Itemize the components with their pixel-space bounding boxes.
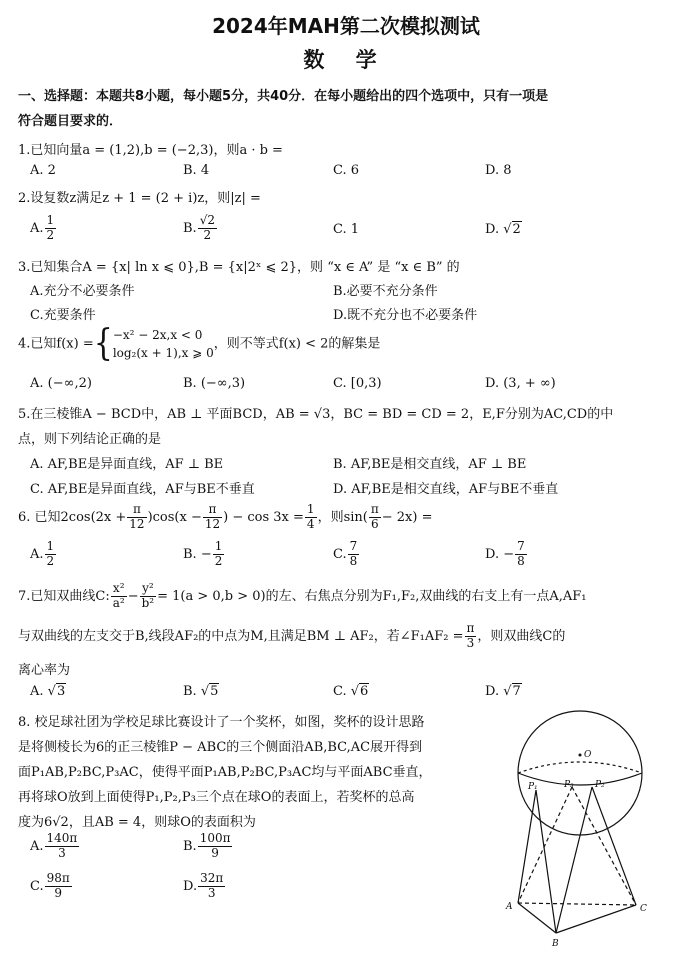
- q4-option-b: B. (−∞,3): [183, 376, 246, 391]
- edge-p3c: [572, 787, 636, 905]
- edge-ac: [518, 903, 636, 905]
- q8-d-fraction: [198, 872, 225, 901]
- q6-c-num: 7: [349, 539, 358, 553]
- q5-stem-2: 点，则下列结论正确的是: [18, 432, 162, 447]
- q6-f1-den: 12: [129, 516, 145, 531]
- q2-option-c: C. 1: [333, 222, 360, 237]
- q6-c-label: C.: [333, 546, 347, 562]
- q8-stem-2: 是将侧棱长为6的正三棱锥P − ABC的三个侧面沿AB,BC,AC展开得到: [18, 740, 423, 755]
- q6-option-d: [485, 540, 528, 569]
- q3-option-b: B.必要不充分条件: [333, 284, 438, 299]
- q2-d-radicand: 2: [512, 222, 521, 237]
- q6-frac-3: [305, 503, 317, 532]
- q2-a-fraction: [45, 214, 57, 243]
- q6-option-c: [333, 540, 360, 569]
- q6-c-den: 8: [349, 553, 358, 568]
- trophy-figure: [500, 705, 660, 950]
- q4-cases: [113, 326, 214, 362]
- q7-option-b: [183, 684, 219, 699]
- q6-part-3: ) − cos 3x =: [223, 509, 304, 525]
- q3-option-d: D.既不充分也不必要条件: [333, 308, 478, 323]
- q6-a-den: 2: [46, 553, 55, 568]
- q6-part-4: ，则sin(: [317, 509, 368, 525]
- q7-c-radicand: 6: [360, 684, 369, 699]
- sphere-equator-back: [518, 762, 642, 773]
- center-point: [579, 754, 582, 757]
- q4-case-1: −x² − 2x,x < 0: [112, 328, 203, 342]
- q6-c-fraction: [348, 540, 360, 569]
- q4-case-2: log₂(x + 1),x ⩾ 0: [112, 346, 214, 360]
- q8-c-den: 9: [54, 885, 63, 900]
- label-o: O: [584, 750, 592, 760]
- q8-stem-5: 度为6√2，且AB = 4，则球O的表面积为: [18, 815, 256, 830]
- q6-frac-4: [369, 503, 381, 532]
- q8-option-a: [30, 832, 80, 861]
- q4-option-d: D. (3, + ∞): [485, 376, 556, 391]
- q2-d-label: D. √: [485, 222, 512, 237]
- q1-option-c: C. 6: [333, 163, 360, 178]
- label-a: A: [506, 902, 513, 912]
- edge-p2c: [592, 787, 636, 905]
- q6-option-a: [30, 540, 57, 569]
- q8-b-label: B.: [183, 838, 197, 854]
- q7-f3-den: 3: [466, 635, 475, 650]
- q6-stem: [18, 503, 432, 532]
- q6-d-num: 7: [517, 539, 525, 553]
- q4-option-a: A. (−∞,2): [30, 376, 92, 391]
- q8-a-fraction: [45, 832, 80, 861]
- exam-subject: 数 学: [303, 48, 389, 72]
- q7-f2-num: y²: [140, 582, 157, 597]
- q7-d-label: D. √: [485, 684, 512, 699]
- q8-a-label: A.: [30, 838, 44, 854]
- q7-stem-3: 离心率为: [18, 663, 71, 678]
- q7-part-2: −: [127, 588, 139, 604]
- q6-d-label: D. −: [485, 546, 515, 562]
- q2-stem: 2.设复数z满足z + 1 = (2 + i)z，则|z| =: [18, 191, 261, 206]
- q8-c-fraction: [45, 872, 72, 901]
- q4-stem-pre: 4.已知f(x) =: [18, 336, 94, 352]
- q2-b-fraction: [198, 214, 217, 243]
- q8-d-label: D.: [183, 878, 198, 894]
- q7-line2-b: ，则双曲线C的: [477, 628, 566, 644]
- q6-part-1: 6. 已知2cos(2x +: [18, 509, 127, 525]
- q6-part-2: )cos(x −: [147, 509, 202, 525]
- q7-b-radicand: 5: [210, 684, 219, 699]
- q2-b-den: 2: [203, 227, 212, 242]
- q8-b-den: 9: [211, 845, 219, 860]
- q6-f3-num: 1: [306, 502, 315, 516]
- q2-b-label: B.: [183, 220, 197, 236]
- q1-option-b: B. 4: [183, 163, 210, 178]
- q7-frac-y: [140, 582, 157, 611]
- q6-f2-num: π: [203, 503, 222, 518]
- q8-option-b: [183, 832, 233, 861]
- q7-f2-den: b²: [141, 595, 155, 610]
- q4-stem: [18, 322, 381, 365]
- q6-option-b: [183, 540, 225, 569]
- q6-a-label: A.: [30, 546, 44, 562]
- edge-p1a: [518, 790, 536, 903]
- q4-option-c: C. [0,3): [333, 376, 382, 391]
- q7-stem-2: [18, 622, 565, 651]
- label-c: C: [640, 904, 647, 914]
- q7-line2-a: 与双曲线的左支交于B,线段AF₂的中点为M,且满足BM ⊥ AF₂，若∠F₁AF₂ =: [18, 628, 464, 644]
- q7-frac-x: [111, 582, 127, 611]
- q4-brace: {: [93, 322, 113, 365]
- q6-d-fraction: [515, 540, 527, 569]
- label-p1: P₁: [528, 782, 538, 792]
- edge-ab: [518, 903, 556, 933]
- q6-b-den: 2: [214, 553, 223, 568]
- q8-option-c: [30, 872, 73, 901]
- q2-a-label: A.: [30, 220, 44, 236]
- q6-f4-num: π: [370, 502, 379, 516]
- q1-stem: 1.已知向量a = (1,2),b = (−2,3)，则a · b =: [18, 143, 283, 158]
- q6-d-den: 8: [517, 553, 525, 568]
- q5-stem-1: 5.在三棱锥A − BCD中，AB ⊥ 平面BCD，AB = √3，BC = BD = CD = 2，E,F分别为AC,CD的中: [18, 407, 614, 422]
- q6-a-num: 1: [46, 539, 55, 553]
- q2-option-b: [183, 214, 218, 243]
- q3-stem: 3.已知集合A = {x| ln x ⩽ 0},B = {x|2ˣ ⩽ 2}，则 “x ∈ A” 是 “x ∈ B” 的: [18, 260, 460, 275]
- q7-option-c: [333, 684, 369, 699]
- q2-a-num: 1: [46, 213, 55, 227]
- q8-b-fraction: [198, 832, 233, 861]
- q8-option-d: [183, 872, 226, 901]
- q6-f2-den: 12: [204, 516, 221, 531]
- q3-option-c: C.充要条件: [30, 308, 96, 323]
- q8-stem-1: 8. 校足球社团为学校足球比赛设计了一个奖杯，如图，奖杯的设计思路: [18, 715, 425, 730]
- q8-stem-4: 再将球O放到上面使得P₁,P₂,P₃三个点在球O的表面上，若奖杯的总高: [18, 790, 415, 805]
- q8-a-num: 140π: [46, 831, 78, 845]
- q7-a-radicand: 3: [56, 684, 66, 699]
- section-heading-cont: 符合题目要求的．: [18, 114, 123, 129]
- exam-title: 2024年MAH第二次模拟测试: [212, 14, 480, 38]
- q6-f3-den: 4: [306, 516, 315, 531]
- q7-f3-num: π: [466, 621, 475, 635]
- q1-option-d: D. 8: [485, 163, 512, 178]
- q6-b-num: 1: [214, 539, 223, 553]
- label-p2: P₂: [595, 780, 605, 790]
- q8-c-label: C.: [30, 878, 44, 894]
- section-heading: 一、选择题：本题共8小题，每小题5分，共40分．在每小题给出的四个选项中，只有一项是: [18, 89, 549, 104]
- q8-stem-3: 面P₁AB,P₂BC,P₃AC，使得平面P₁AB,P₂BC,P₃AC均与平面ABC垂直，: [18, 765, 432, 780]
- q6-a-fraction: [45, 540, 57, 569]
- q7-f1-num: x²: [111, 582, 127, 597]
- q6-frac-1: [127, 503, 146, 532]
- q7-c-label: C. √: [333, 684, 360, 699]
- label-b: B: [552, 939, 559, 949]
- q2-b-num: √2: [199, 213, 215, 227]
- q3-option-a: A.充分不必要条件: [30, 284, 135, 299]
- q5-option-b: B. AF,BE是相交直线，AF ⊥ BE: [333, 457, 527, 472]
- q7-option-a: [30, 684, 66, 699]
- q6-f1-num: π: [127, 503, 146, 518]
- q5-option-c: C. AF,BE是异面直线，AF与BE不垂直: [30, 482, 255, 497]
- q7-f1-den: a²: [112, 595, 125, 610]
- q2-a-den: 2: [46, 227, 55, 242]
- q7-option-d: [485, 684, 522, 699]
- q8-a-den: 3: [58, 845, 66, 860]
- edge-bc: [556, 905, 636, 933]
- q5-option-d: D. AF,BE是相交直线，AF与BE不垂直: [333, 482, 559, 497]
- q4-stem-post: ，则不等式f(x) < 2的解集是: [213, 336, 381, 352]
- q8-d-num: 32π: [200, 871, 224, 885]
- q7-part-3: = 1(a > 0,b > 0)的左、右焦点分别为F₁,F₂,双曲线的右支上有一点A,AF₁: [157, 588, 587, 604]
- q2-option-d: [485, 222, 522, 237]
- q7-a-label: A. √: [30, 684, 56, 699]
- q6-frac-2: [203, 503, 222, 532]
- sphere-outline: [518, 711, 642, 835]
- q8-d-den: 3: [207, 885, 216, 900]
- q7-frac-angle: [465, 622, 477, 651]
- q7-part-1: 7.已知双曲线C:: [18, 588, 110, 604]
- q7-stem-1: [18, 582, 586, 611]
- label-p3: P₃: [564, 780, 574, 790]
- q8-b-num: 100π: [199, 831, 231, 845]
- q8-c-num: 98π: [46, 871, 70, 885]
- q7-d-radicand: 7: [512, 684, 521, 699]
- q6-b-label: B. −: [183, 546, 212, 562]
- q5-option-a: A. AF,BE是异面直线，AF ⊥ BE: [30, 457, 224, 472]
- q6-f4-den: 6: [370, 516, 379, 531]
- q7-b-label: B. √: [183, 684, 210, 699]
- q2-option-a: [30, 214, 57, 243]
- q6-b-fraction: [213, 540, 225, 569]
- q6-part-5: − 2x) =: [381, 509, 433, 525]
- edge-p1b: [536, 790, 556, 933]
- q1-option-a: A. 2: [30, 163, 56, 178]
